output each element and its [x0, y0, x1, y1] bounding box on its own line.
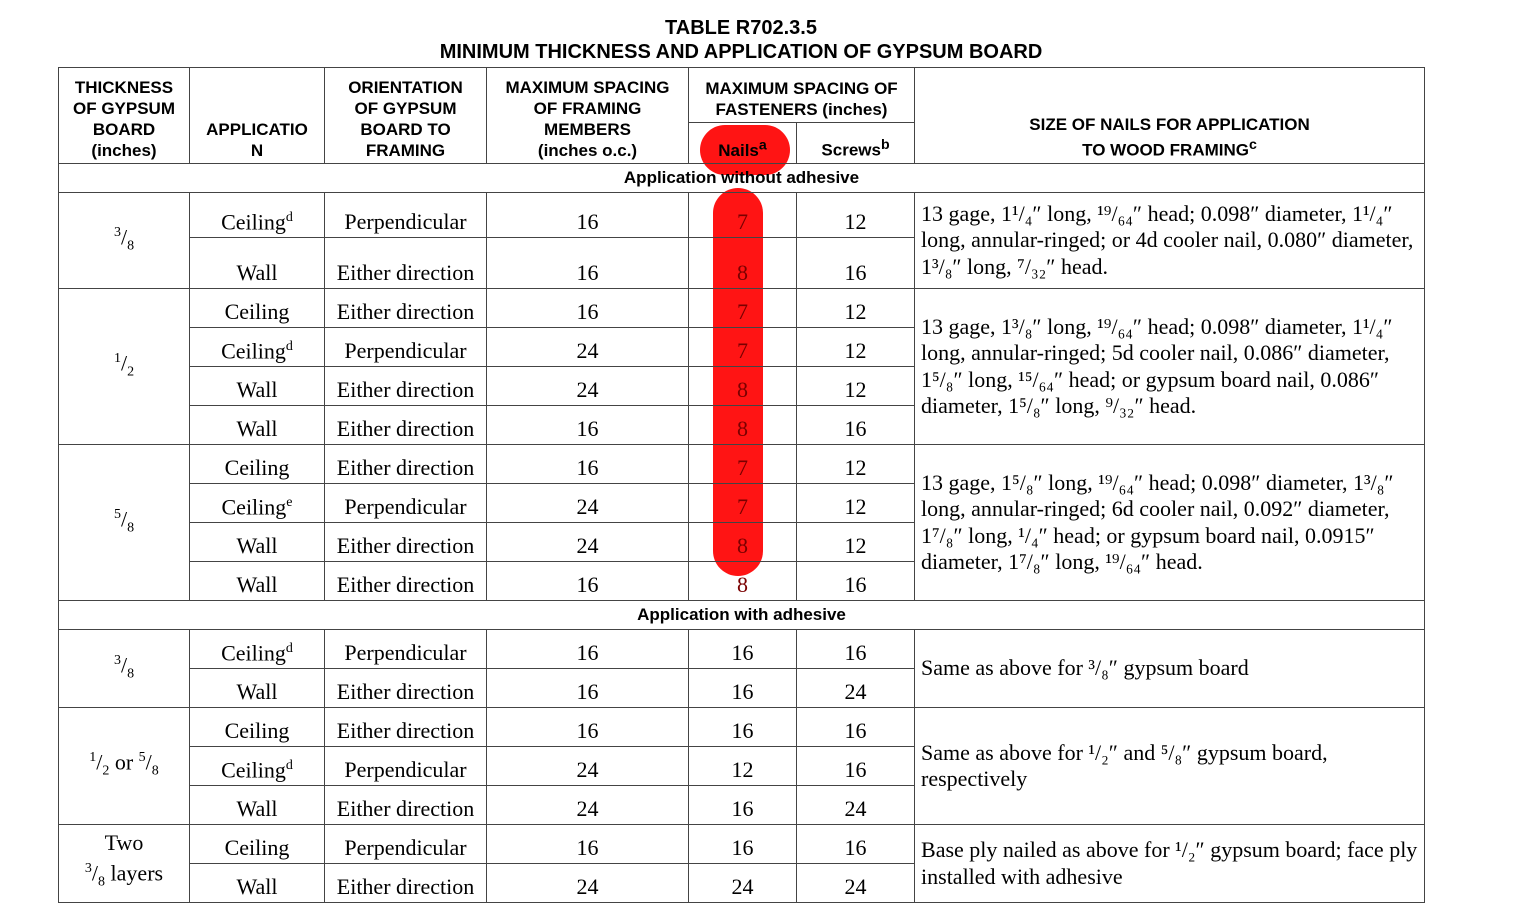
- orientation-cell: Either direction: [325, 367, 487, 406]
- nail-size-cell: Same as above for ³/₈″ gypsum board: [915, 630, 1425, 708]
- nails-cell: 12: [689, 747, 797, 786]
- nails-cell: 7: [689, 289, 797, 328]
- application-cell: Ceiling: [190, 825, 325, 864]
- orientation-cell: Perpendicular: [325, 825, 487, 864]
- screws-cell: 16: [797, 825, 915, 864]
- application-cell: Ceiling: [190, 445, 325, 484]
- orientation-cell: Perpendicular: [325, 193, 487, 238]
- spacing-cell: 24: [487, 484, 689, 523]
- orientation-cell: Either direction: [325, 523, 487, 562]
- orientation-cell: Perpendicular: [325, 484, 487, 523]
- application-cell: Ceiling$^d$: [190, 193, 325, 238]
- section-label: Application without adhesive: [59, 164, 1425, 193]
- application-cell: Ceiling$^d$: [190, 328, 325, 367]
- application-cell: Ceiling$^d$: [190, 630, 325, 669]
- spacing-cell: 16: [487, 193, 689, 238]
- nails-cell: 8: [689, 562, 797, 601]
- table-row: [59, 708, 1425, 747]
- spacing-cell: 16: [487, 630, 689, 669]
- spacing-cell: 16: [487, 825, 689, 864]
- header-spacing-fasteners: MAXIMUM SPACING OF FASTENERS (inches): [689, 68, 915, 123]
- orientation-cell: Either direction: [325, 864, 487, 903]
- nails-cell: 24: [689, 864, 797, 903]
- orientation-cell: Either direction: [325, 445, 487, 484]
- screws-cell: 24: [797, 786, 915, 825]
- nail-size-cell: Base ply nailed as above for ¹/₂″ gypsum board; face ply installed with adhesive: [915, 825, 1425, 903]
- application-cell: Wall: [190, 523, 325, 562]
- orientation-cell: Either direction: [325, 669, 487, 708]
- header-nails: Nails$^a$: [689, 123, 797, 164]
- spacing-cell: 16: [487, 238, 689, 289]
- header-thickness: THICKNESS OF GYPSUM BOARD (inches): [59, 68, 190, 164]
- orientation-cell: Perpendicular: [325, 747, 487, 786]
- screws-cell: 16: [797, 747, 915, 786]
- thickness-cell: $^5/_8$: [59, 445, 190, 601]
- screws-cell: 12: [797, 445, 915, 484]
- table-subtitle: MINIMUM THICKNESS AND APPLICATION OF GYPSUM BOARD: [439, 41, 1043, 63]
- spacing-cell: 16: [487, 708, 689, 747]
- nails-cell: 16: [689, 669, 797, 708]
- nails-cell: 8: [689, 523, 797, 562]
- table-row: [59, 630, 1425, 669]
- nails-cell: 7: [689, 484, 797, 523]
- header-orientation: ORIENTATION OF GYPSUM BOARD TO FRAMING: [325, 68, 487, 164]
- orientation-cell: Perpendicular: [325, 630, 487, 669]
- screws-cell: 16: [797, 708, 915, 747]
- spacing-cell: 24: [487, 864, 689, 903]
- screws-cell: 24: [797, 864, 915, 903]
- spacing-cell: 16: [487, 406, 689, 445]
- section-label: Application with adhesive: [59, 601, 1425, 630]
- nails-cell: 8: [689, 238, 797, 289]
- header-spacing-members: MAXIMUM SPACING OF FRAMING MEMBERS (inches o.c.): [487, 68, 689, 164]
- application-cell: Ceiling: [190, 708, 325, 747]
- nails-cell: 8: [689, 367, 797, 406]
- nails-cell: 16: [689, 825, 797, 864]
- table-row: [59, 289, 1425, 328]
- nails-cell: 7: [689, 445, 797, 484]
- spacing-cell: 24: [487, 328, 689, 367]
- nails-cell: 16: [689, 630, 797, 669]
- application-cell: Wall: [190, 786, 325, 825]
- orientation-cell: Either direction: [325, 289, 487, 328]
- nail-size-cell: 13 gage, 1³/₈″ long, ¹⁹/₆₄″ head; 0.098″ diameter, 1¹/₄″ long, annular-ringed; 5d cooler nail, 0.086″ diameter, 1⁵/₈″ long, ¹⁵/₆₄″ head; or gypsum board nail, 0.086″ diameter, 1⁵/₈″ long, ⁹/₃₂″ head.: [915, 289, 1425, 445]
- gypsum-board-table: [58, 67, 1425, 903]
- screws-cell: 12: [797, 328, 915, 367]
- application-cell: Wall: [190, 367, 325, 406]
- section-without-adhesive: [59, 164, 1425, 193]
- table-row: [59, 825, 1425, 864]
- spacing-cell: 24: [487, 523, 689, 562]
- thickness-cell: $^3/_8$: [59, 193, 190, 289]
- nail-size-cell: 13 gage, 1¹/₄″ long, ¹⁹/₆₄″ head; 0.098″ diameter, 1¹/₄″ long, annular-ringed; or 4d cooler nail, 0.080″ diameter, 1³/₈″ long, ⁷/₃₂″ head.: [915, 193, 1425, 289]
- header-application: APPLICATIO N: [190, 68, 325, 164]
- orientation-cell: Perpendicular: [325, 328, 487, 367]
- screws-cell: 16: [797, 562, 915, 601]
- nail-size-cell: 13 gage, 1⁵/₈″ long, ¹⁹/₆₄″ head; 0.098″ diameter, 1³/₈″ long, annular-ringed; 6d cooler nail, 0.092″ diameter, 1⁷/₈″ long, ¹/₄″ head; or gypsum board nail, 0.0915″ diameter, 1⁷/₈″ long, ¹⁹/₆₄″ head.: [915, 445, 1425, 601]
- thickness-cell: Two $^3/_8$ layers: [59, 825, 190, 903]
- orientation-cell: Either direction: [325, 238, 487, 289]
- spacing-cell: 16: [487, 562, 689, 601]
- application-cell: Wall: [190, 406, 325, 445]
- thickness-cell: $^3/_8$: [59, 630, 190, 708]
- spacing-cell: 24: [487, 786, 689, 825]
- spacing-cell: 16: [487, 289, 689, 328]
- screws-cell: 12: [797, 367, 915, 406]
- screws-cell: 12: [797, 484, 915, 523]
- screws-cell: 16: [797, 238, 915, 289]
- orientation-cell: Either direction: [325, 708, 487, 747]
- application-cell: Ceiling: [190, 289, 325, 328]
- spacing-cell: 24: [487, 747, 689, 786]
- application-cell: Wall: [190, 669, 325, 708]
- nails-cell: 7: [689, 193, 797, 238]
- nails-cell: 8: [689, 406, 797, 445]
- nails-cell: 16: [689, 786, 797, 825]
- table-title: TABLE R702.3.5: [665, 17, 817, 39]
- nail-size-cell: Same as above for ¹/₂″ and ⁵/₈″ gypsum board, respectively: [915, 708, 1425, 825]
- application-cell: Ceiling$^d$: [190, 747, 325, 786]
- screws-cell: 24: [797, 669, 915, 708]
- application-cell: Wall: [190, 864, 325, 903]
- thickness-cell: $^1/_2$: [59, 289, 190, 445]
- screws-cell: 16: [797, 630, 915, 669]
- screws-cell: 12: [797, 523, 915, 562]
- application-cell: Ceiling$^e$: [190, 484, 325, 523]
- header-nail-size: SIZE OF NAILS FOR APPLICATION TO WOOD FRAMING$^c$: [915, 68, 1425, 164]
- orientation-cell: Either direction: [325, 562, 487, 601]
- header-screws: Screws$^b$: [797, 123, 915, 164]
- orientation-cell: Either direction: [325, 786, 487, 825]
- nails-cell: 16: [689, 708, 797, 747]
- table-row: [59, 193, 1425, 238]
- section-with-adhesive: [59, 601, 1425, 630]
- application-cell: Wall: [190, 562, 325, 601]
- screws-cell: 16: [797, 406, 915, 445]
- screws-cell: 12: [797, 289, 915, 328]
- application-cell: Wall: [190, 238, 325, 289]
- spacing-cell: 16: [487, 445, 689, 484]
- table-row: [59, 445, 1425, 484]
- spacing-cell: 16: [487, 669, 689, 708]
- spacing-cell: 24: [487, 367, 689, 406]
- thickness-cell: $^1/_2$ or $^5/_8$: [59, 708, 190, 825]
- orientation-cell: Either direction: [325, 406, 487, 445]
- screws-cell: 12: [797, 193, 915, 238]
- nails-cell: 7: [689, 328, 797, 367]
